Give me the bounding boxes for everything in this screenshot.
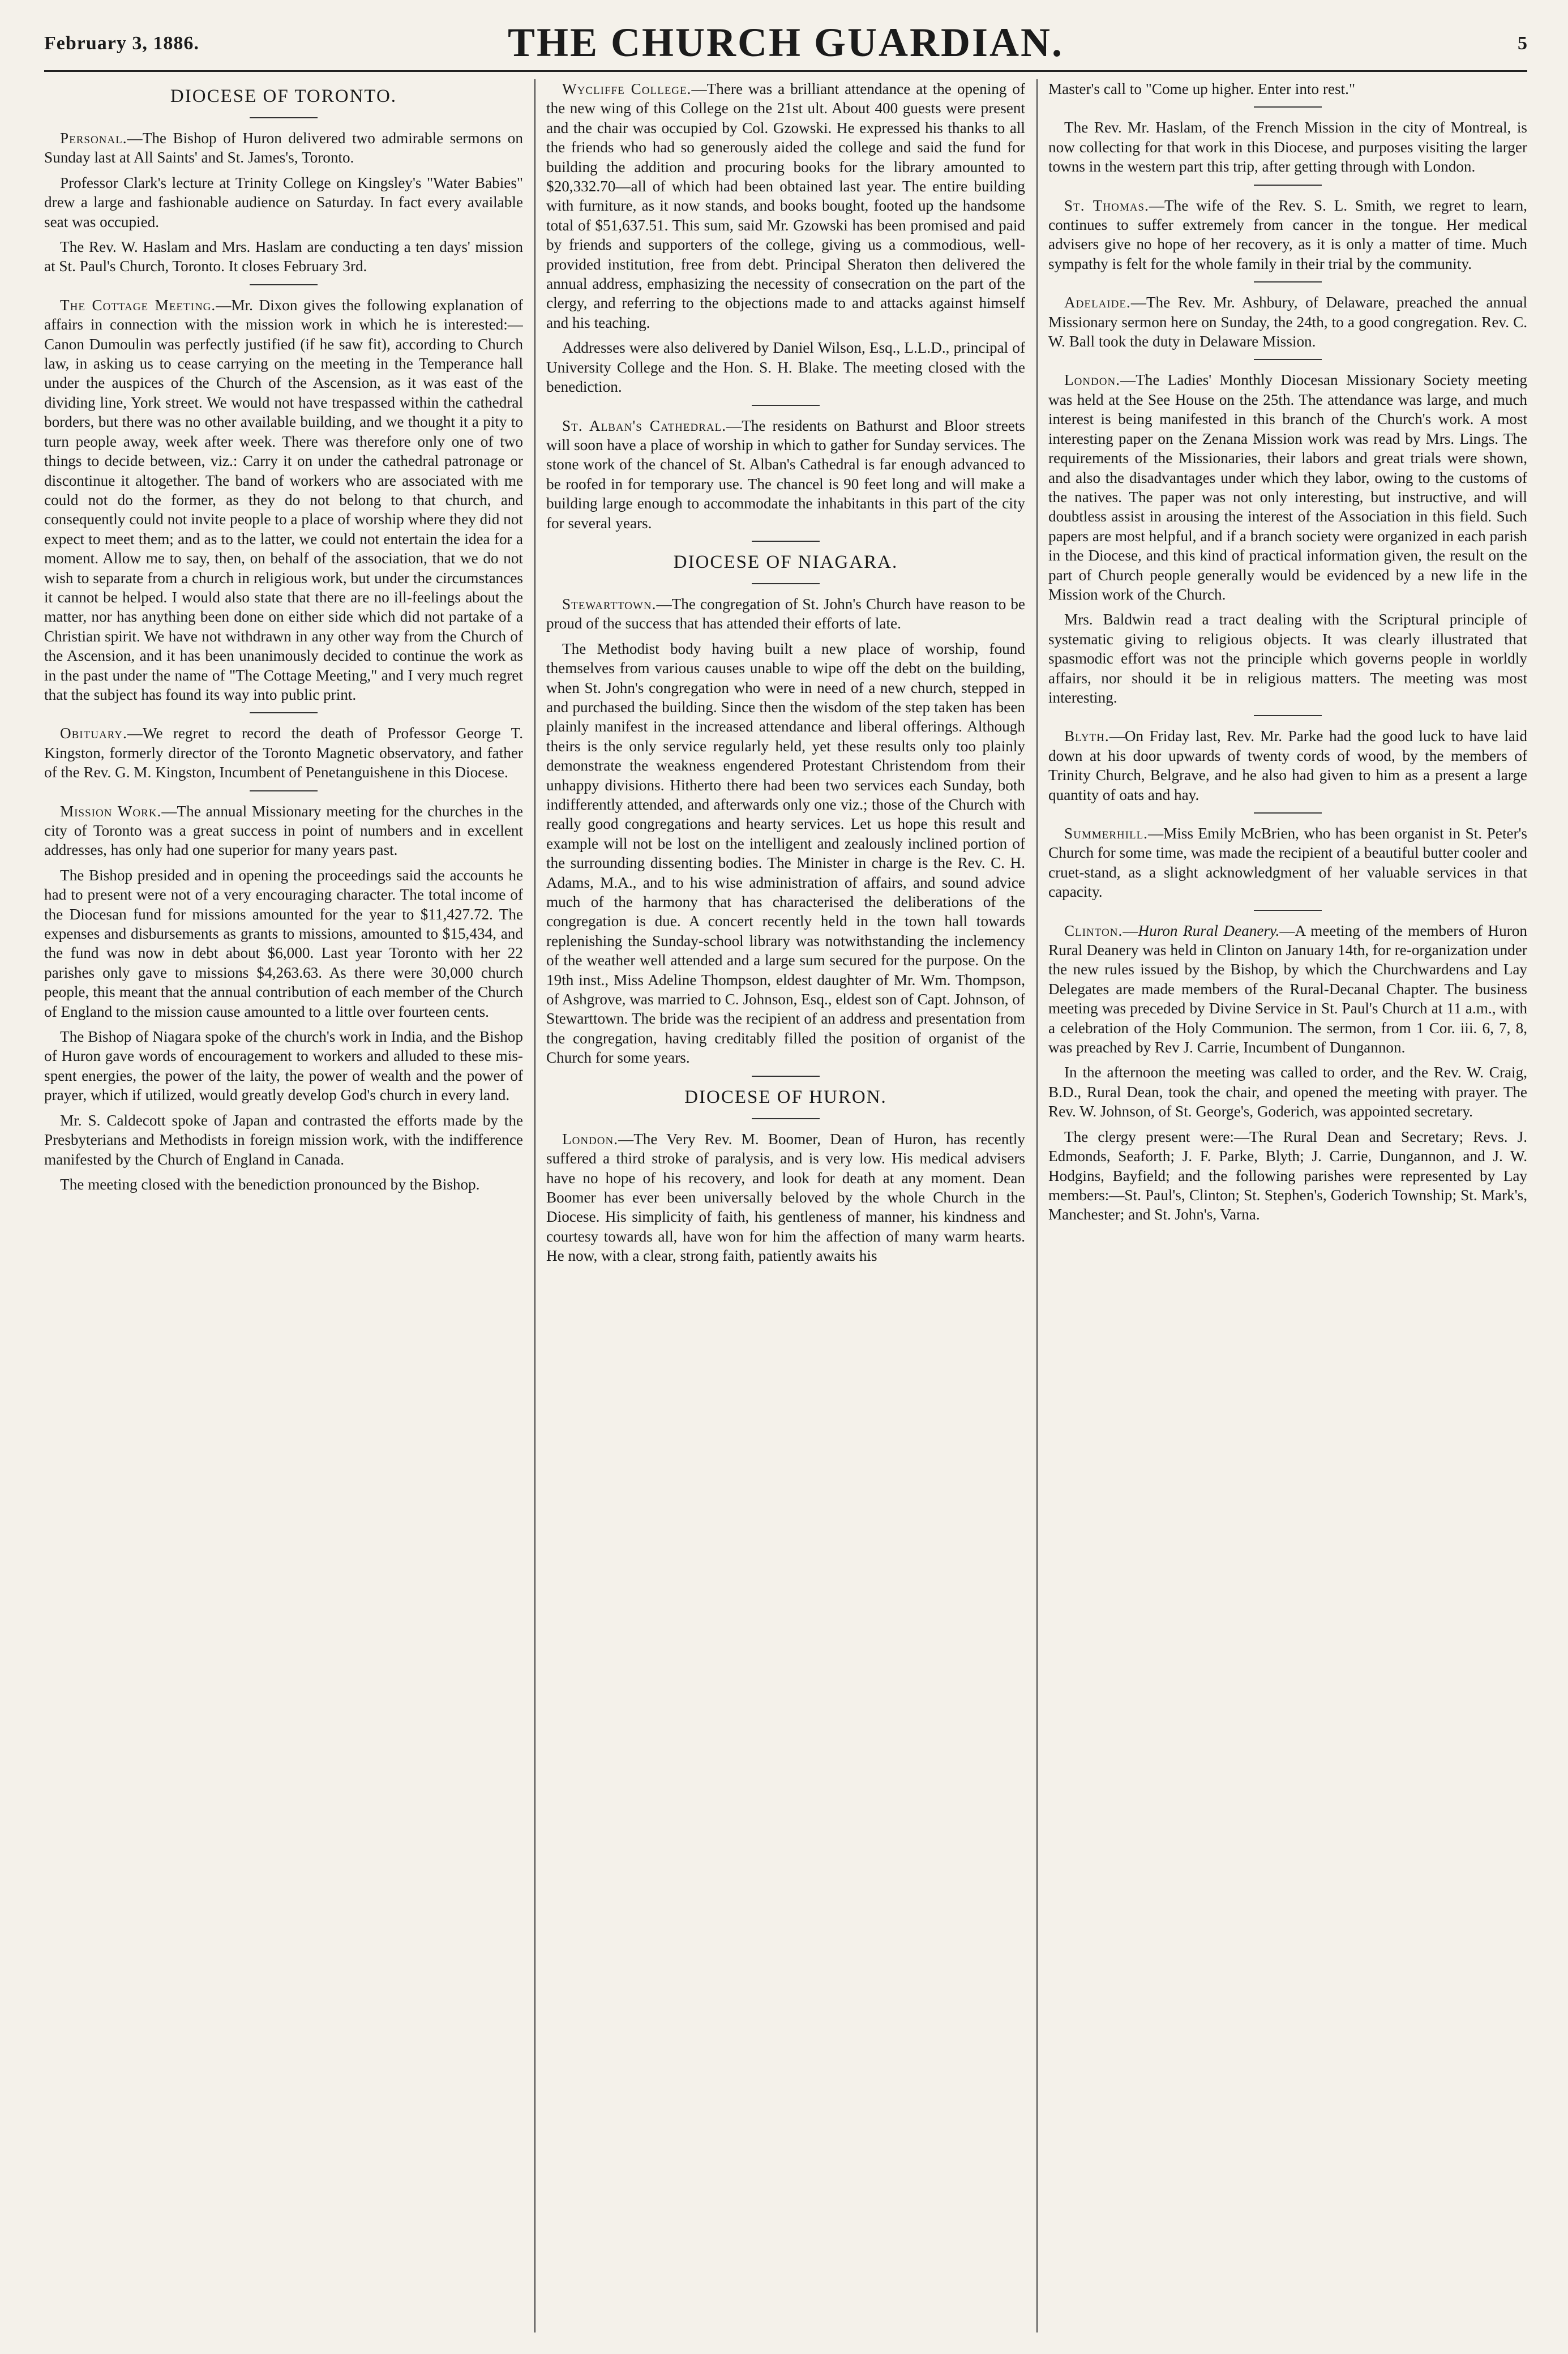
article-lead: St. Alban's Cathedral. [562, 417, 727, 434]
article-lead: Obituary. [60, 725, 127, 742]
article-lead: St. Thomas. [1064, 196, 1149, 214]
article-columns [44, 79, 1527, 2332]
article-text: —The congregation of St. John's Church have reason to be proud of the success that has attended their efforts of late. [546, 595, 1025, 632]
article-blyth [1048, 726, 1527, 804]
article-cottage-meeting [44, 296, 523, 705]
section-heading-niagara: DIOCESE OF NIAGARA. [673, 551, 898, 572]
page-number: 5 [1518, 33, 1527, 54]
article-text: Mr. S. Caldecott spoke of Japan and contrasted the efforts made by the Presbyterians and Methodists in foreign mission work, with the indifference manifested by the Church of England in Canada. [44, 1111, 523, 1168]
article-stewarttown [546, 594, 1025, 634]
article-summerhill [1048, 824, 1527, 902]
divider [250, 284, 318, 285]
article-text: —The Ladies' Monthly Diocesan Missionary Society meeting was held at the See House on the 25th. The attendance was large, and much interest is being manifested in this branch of the Church's work. A most interesting paper on the Zenana Mission work was read by Mrs. Lings. The requirements of the Missionaries, their labors and great trials were shown, and also the disadvantages under which they labor, owing to the customs of the natives. The paper was not only interesting, but instructive, and will doubtless assist in arousing the interest of the Association in this field. Such papers are most helpful, and if a branch society were organized in each parish in the Diocese, and this kind of practical information given, the result on the part of Church people generally would be evidenced by a new life in the Mission work of the Church. [1048, 371, 1527, 603]
divider [1254, 812, 1322, 814]
article-text: —The wife of the Rev. S. L. Smith, we regret to learn, continues to suffer extremely from cancer in the tongue. Her medical advisers give no hope of her recovery, as it is only a matter of time. Much sympathy is felt for the whole family in their trial by the community. [1048, 196, 1527, 272]
divider [1254, 281, 1322, 283]
divider [250, 117, 318, 118]
article-continuation: Master's call to "Come up higher. Enter into rest." [1048, 80, 1356, 97]
newspaper-title: THE CHURCH GUARDIAN. [507, 20, 1064, 65]
article-text: —The Rev. Mr. Ashbury, of Delaware, preached the annual Missionary sermon here on Sunday, the 24th, to a good congregation. Rev. C. W. Ball took the duty in Delaware Mission. [1048, 294, 1527, 350]
article-text: —We regret to record the death of Professor George T. Kingston, formerly director of the Toronto Magnetic observatory, and father of the Rev. G. M. Kingston, Incumbent of Penetanguishene in this Diocese. [44, 725, 523, 781]
divider [752, 541, 820, 542]
article-clinton [1048, 921, 1527, 1058]
article-text: —The Very Rev. M. Boomer, Dean of Huron, has recently suffered a third stroke of paralysis, and is very low. His medical advisers have no hope of his recovery, and look for death at any moment. Dean Boomer has ever been universally beloved by the whole Church in the Diocese. His simplicity of faith, his gentleness of manner, his kindness and courtesy towards all, have won for him the affection of many warm hearts. He now, with a clear, strong faith, patiently awaits his [546, 1130, 1025, 1265]
article-text: The meeting closed with the benediction pronounced by the Bishop. [60, 1175, 480, 1193]
column-rule [534, 79, 535, 2332]
article-mission-work [44, 802, 523, 860]
article-lead: Mission Work. [60, 802, 162, 820]
divider [1254, 715, 1322, 716]
article-text: The clergy present were:—The Rural Dean and Secretary; Revs. J. Edmonds, Seaforth; J. F. Parke, Blyth; J. Carrie, Dungannon, and J. W. Hodgins, Bayfield; and the following parishes were represented by Lay members:—St. Paul's, Clinton; St. Stephen's, Goderich Township; St. Mark's, Manchester; and St. John's, Varna. [1048, 1128, 1527, 1223]
article-subtitle: Huron Rural Deanery. [1138, 922, 1280, 939]
article-lead: Summerhill. [1064, 825, 1148, 842]
article-text: —There was a brilliant attendance at the opening of the new wing of this College on the 21st ult. About 400 guests were present and the chair was occupied by Col. Gzowski. He expressed his thanks to all the friends who had so generously aided the college and said the fund for building the addition and procuring books for the library amounted to $20,332.70—all of which had been obtained last year. The entire building with furniture, as it now stands, and books bought, footed up the handsome total of $51,637.51. This sum, said Mr. Gzowski has been promised and paid by friends and supporters of the college, giving us a commodious, well-provided institution, free from debt. Principal Sheraton then delivered the annual address, emphasizing the necessity of consecration on the part of the clergy, and referring to the objections made to and attacks against himself and his teaching. [546, 80, 1025, 331]
column-rule [1036, 79, 1038, 2332]
article-personal [44, 129, 523, 168]
article-text: Mrs. Baldwin read a tract dealing with the Scriptural principle of systematic giving to religious objects. It was clearly illustrated that spasmodic effort was not the principle which governs people in worldly affairs, nor should it be in religious matters. The meeting was most interesting. [1048, 611, 1527, 706]
article-dash: — [1123, 922, 1138, 939]
article-text: In the afternoon the meeting was called to order, and the Rev. W. Craig, B.D., Rural Dean, took the chair, and opened the meeting with prayer. The Rev. W. Johnson, of St. George's, Goderich, was appointed secretary. [1048, 1064, 1527, 1120]
article-lead: Stewarttown. [562, 595, 657, 613]
article-text: —The residents on Bathurst and Bloor streets will soon have a place of worship in which to gather for Sunday services. The stone work of the chancel of St. Alban's Cathedral is far enough advanced to be roofed in for temporary use. The chancel is 90 feet long and will make a building large enough to accommodate the inhabitants in this part of the city for several years. [546, 417, 1025, 532]
divider [250, 790, 318, 791]
article-text: —On Friday last, Rev. Mr. Parke had the good luck to have laid down at his door upwards of twenty cords of wood, by the members of Trinity Church, Belgrave, and he also had given to him as a present a large quantity of oats and hay. [1048, 727, 1527, 803]
divider [250, 712, 318, 713]
article-haslam: The Rev. Mr. Haslam, of the French Mission in the city of Montreal, is now collecting for that work in this Diocese, and purposes visiting the larger towns in the western part this trip, after getting through with London. [1048, 119, 1527, 176]
article-london-ladies [1048, 370, 1527, 604]
article-london-dean [546, 1129, 1025, 1266]
masthead [44, 16, 1527, 72]
divider [1254, 106, 1322, 108]
divider [1254, 185, 1322, 186]
article-wycliffe-college [546, 79, 1025, 332]
divider [1254, 359, 1322, 360]
article-lead: London. [1064, 371, 1121, 389]
article-lead: Wycliffe College. [562, 80, 692, 97]
article-text: —The annual Missionary meeting for the churches in the city of Toronto was a great success in point of numbers and in excellent addresses, has only had one superior for many years past. [44, 802, 523, 859]
article-text: Addresses were also delivered by Daniel Wilson, Esq., L.L.D., principal of University College and the Hon. S. H. Blake. The meeting closed with the benediction. [546, 339, 1025, 396]
section-heading-huron: DIOCESE OF HURON. [684, 1086, 887, 1107]
newspaper-page [44, 16, 1527, 2337]
article-text: —Miss Emily McBrien, who has been organist in St. Peter's Church for some time, was made the recipient of a beautiful butter cooler and cruet-stand, as a slight acknowledgment of her valuable services in that capacity. [1048, 825, 1527, 901]
divider [752, 405, 820, 406]
article-text: —A meeting of the members of Huron Rural Deanery was held in Clinton on January 14th, for re-organization under the new rules issued by the Bishop, by which the Churchwardens and Lay Delegates are made members of the Rural-Decanal Chapter. The business meeting was preceded by Divine Service in St. Paul's Church at 11 a.m., with a celebration of the Holy Communion. The sermon, from 1 Cor. iii. 6, 7, 8, was preached by Rev J. Carrie, Incumbent of Dungannon. [1048, 922, 1527, 1056]
divider [752, 1076, 820, 1077]
issue-date: February 3, 1886. [44, 33, 199, 54]
divider [752, 583, 820, 584]
article-text: Professor Clark's lecture at Trinity College on Kingsley's "Water Babies" drew a large and fashionable audience on Saturday. In fact every available seat was occupied. [44, 174, 523, 230]
divider [752, 1118, 820, 1119]
article-lead: Clinton. [1064, 922, 1123, 939]
article-text: —The Bishop of Huron delivered two admirable sermons on Sunday last at All Saints' and St. James's, Toronto. [44, 130, 523, 166]
article-lead: London. [562, 1130, 619, 1148]
divider [1254, 910, 1322, 911]
column-1 [44, 79, 523, 2332]
column-3 [1048, 79, 1527, 2332]
article-lead: Adelaide. [1064, 294, 1131, 311]
column-2 [546, 79, 1025, 2332]
section-heading-toronto: DIOCESE OF TORONTO. [170, 86, 397, 106]
article-text: The Bishop of Niagara spoke of the church's work in India, and the Bishop of Huron gave words of encouragement to workers and alluded to these mis-spent energies, the power of the laity, the power of wealth and the power of prayer, which if utilized, would greatly develop God's church in every land. [44, 1028, 523, 1104]
article-st-albans [546, 416, 1025, 533]
article-text: The Rev. W. Haslam and Mrs. Haslam are conducting a ten days' mission at St. Paul's Church, Toronto. It closes February 3rd. [44, 238, 523, 275]
article-lead: Blyth. [1064, 727, 1109, 745]
article-st-thomas [1048, 196, 1527, 274]
article-obituary [44, 724, 523, 782]
article-adelaide [1048, 293, 1527, 351]
article-text: —Mr. Dixon gives the following explanation of affairs in connection with the mission work in which he is interested:—Canon Dumoulin was perfectly justified (if he saw fit), according to Church law, in asking us to cease carrying on the meeting in the Temperance hall under the auspices of the Church of the Ascension, as it was east of the dividing line, York street. We would not have trespassed within the cathedral borders, but there was no other available building, and we thought it a pity to turn people away, week after week. There was therefore only one of two things to decide between, viz.: Carry it on under the cathedral patronage or discontinue it altogether. The band of workers who are associated with me could not do the former, as they do not belong to that church, and consequently could not invite people to a place of worship where they did not expect to meet them; and as to the latter, we could not entertain the idea for a moment. Allow me to say, then, on behalf of the association, that we do not wish to separate from a church in religious work, but under the circumstances it cannot be helped. I would also state that there are no ill-feelings about the matter, nor has anything been done on either side which did not partake of a Christian spirit. We have not withdrawn in any other way from the Church of the Ascension, and it has been unanimously decided to continue the work as in the past under the name of "The Cottage Meeting," and I very much regret that the subject has found its way into public print. [44, 296, 523, 703]
article-text: The Methodist body having built a new place of worship, found themselves from various causes unable to wipe off the debt on the building, when St. John's congregation who were in need of a new church, stepped in and purchased the building. Since then the wisdom of the step taken has been plainly manifest in the increased attendance and liberal offerings. Although theirs is the only service regularly held, yet these results only too plainly demonstrate the weakness engendered Protestant Christendom from their unhappy divisions. Hitherto there had been two services each Sunday, both indifferently attended, and afterwards only one viz.; those of the Church with really good congregations and hearty services. Let us hope this result and example will not be lost on the intelligent and zealously inclined portion of the surrounding dissenting bodies. The Minister in charge is the Rev. C. H. Adams, M.A., and to his wise administration of affairs, and sound advice much of the harmony that has characterised the deliberations of the congregation is due. A concert recently held in the town hall towards replenishing the Sunday-school library was notwithstanding the inclemency of the weather well attended and a large sum secured for the purpose. On the 19th inst., Miss Adeline Thompson, eldest daughter of Mr. Wm. Thompson, of Ashgrove, was married to C. Johnson, Esq., eldest son of Capt. Johnson, of Stewarttown. The bride was the recipient of an address and presentation from the congregation, having creditably filled the position of organist of the Church for some years. [546, 640, 1025, 1067]
article-text: The Bishop presided and in opening the proceedings said the accounts he had to present were not of a very encouraging character. The total income of the Diocesan fund for missions amounted for the year to $11,427.72. The expenses and disbursements as grants to missions, amounted to $15,434, and the fund was now in debt about $6,000. Last year Toronto with her 22 parishes only gave to missions $4,263.63. As there were 30,000 church people, this meant that the annual contribution of each member of the Church of England to the mission cause amounted to a little over fourteen cents. [44, 866, 523, 1020]
article-lead: Personal. [60, 130, 127, 147]
article-lead: The Cottage Meeting. [60, 296, 216, 314]
